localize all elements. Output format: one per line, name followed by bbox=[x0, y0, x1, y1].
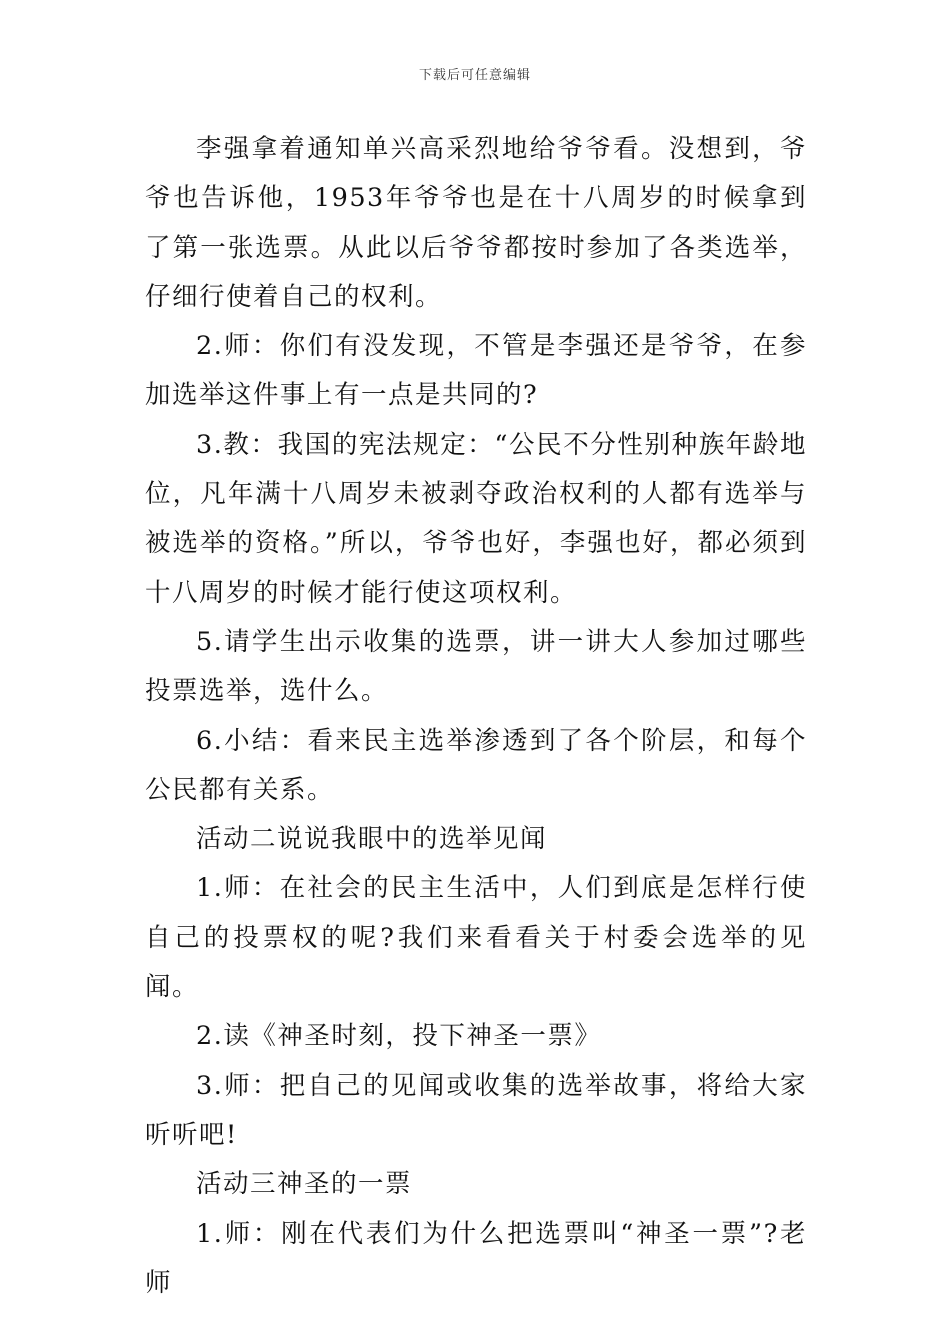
section-heading-activity-three: 活动三神圣的一票 bbox=[196, 1169, 413, 1200]
paragraph-share-stories: 3.师：把自己的见闻或收集的选举故事，将给大家听听吧! bbox=[145, 1070, 807, 1150]
page-header: 下载后可任意编辑 bbox=[418, 68, 531, 83]
paragraph-voting-rights: 1.师：在社会的民主生活中，人们到底是怎样行使自己的投票权的呢?我们来看看关于村委会选举的见闻。 bbox=[145, 873, 807, 1003]
paragraph-reading: 2.读《神圣时刻，投下神圣一票》 bbox=[196, 1021, 602, 1052]
paragraph-sacred-ballot: 1.师：刚在代表们为什么把选票叫“神圣一票”?老师 bbox=[145, 1218, 807, 1298]
paragraph-summary: 6.小结：看来民主选举渗透到了各个阶层，和每个公民都有关系。 bbox=[145, 725, 807, 805]
paragraph-teacher-question: 2.师：你们有没发现，不管是李强还是爷爷，在参加选举这件事上有一点是共同的? bbox=[145, 331, 807, 411]
paragraph-show-ballots: 5.请学生出示收集的选票，讲一讲大人参加过哪些投票选举，选什么。 bbox=[145, 626, 807, 707]
paragraph-constitution: 3.教：我国的宪法规定：“公民不分性别种族年龄地位，凡年满十八周岁未被剥夺政治权利的人都有选举与被选举的资格。”所以，爷爷也好，李强也好，都必须到十八周岁的时候才能行使这项权利。 bbox=[145, 429, 807, 608]
paragraph-grandfather-story: 李强拿着通知单兴高采烈地给爷爷看。没想到，爷爷也告诉他，1953年爷爷也是在十八周岁的时候拿到了第一张选票。从此以后爷爷都按时参加了各类选举，仔细行使着自己的权利。 bbox=[145, 134, 807, 312]
section-heading-activity-two: 活动二说说我眼中的选举见闻 bbox=[196, 824, 548, 855]
document-body bbox=[145, 125, 807, 1308]
